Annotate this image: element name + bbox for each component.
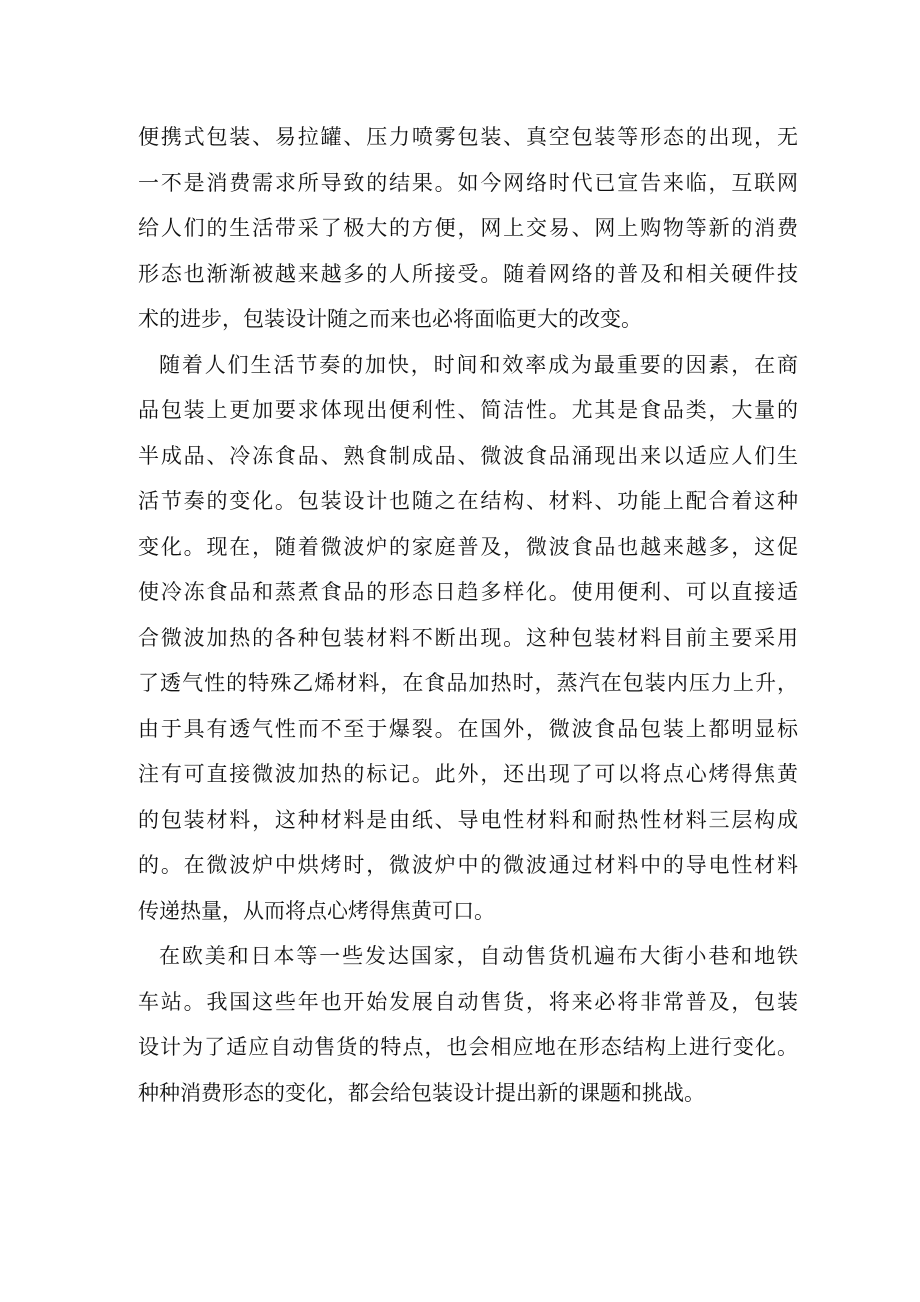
body-text xyxy=(138,115,798,1116)
paragraph-line: 形态也渐渐被越来越多的人所接受。随着网络的普及和相关硬件技 xyxy=(138,261,798,286)
paragraph-line: 设计为了适应自动售货的特点，也会相应地在形态结构上进行变化。 xyxy=(138,1035,798,1059)
paragraph-line: 给人们的生活带采了极大的方便，网上交易、网上购物等新的消费 xyxy=(138,216,798,240)
paragraph-line: 传递热量，从而将点心烤得焦黄可口。 xyxy=(138,898,495,923)
paragraph-3 xyxy=(138,934,798,1116)
paragraph-line: 活节奏的变化。包装设计也随之在结构、材料、功能上配合着这种 xyxy=(138,489,798,513)
paragraph-line: 随着人们生活节奏的加快，时间和效率成为最重要的因素，在商 xyxy=(159,352,798,377)
paragraph-line: 注有可直接微波加热的标记。此外，还出现了可以将点心烤得焦黄 xyxy=(138,762,798,786)
paragraph-line: 一不是消费需求所导致的结果。如今网络时代已宣告来临，互联网 xyxy=(138,170,798,195)
paragraph-line: 种种消费形态的变化，都会给包装设计提出新的课题和挑战。 xyxy=(138,1080,705,1105)
paragraph-line: 品包装上更加要求体现出便利性、简洁性。尤其是食品类，大量的 xyxy=(138,398,798,422)
paragraph-line: 在欧美和日本等一些发达国家，自动售货机遍布大街小巷和地铁 xyxy=(159,944,798,968)
paragraph-line: 车站。我国这些年也开始发展自动售货，将来必将非常普及，包装 xyxy=(138,989,798,1014)
paragraph-line: 合微波加热的各种包装材料不断出现。这种包装材料目前主要采用 xyxy=(138,625,798,650)
paragraph-2 xyxy=(138,343,798,935)
paragraph-line: 的。在微波炉中烘烤时，微波炉中的微波通过材料中的导电性材料 xyxy=(138,853,798,877)
paragraph-line: 便携式包装、易拉罐、压力喷雾包装、真空包装等形态的出现，无 xyxy=(138,125,798,149)
paragraph-line: 变化。现在，随着微波炉的家庭普及，微波食品也越来越多，这促 xyxy=(138,534,798,559)
paragraph-line: 术的进步，包装设计随之而来也必将面临更大的改变。 xyxy=(138,307,642,331)
paragraph-line: 使冷冻食品和蒸煮食品的形态日趋多样化。使用便利、可以直接适 xyxy=(138,580,798,604)
paragraph-line: 了透气性的特殊乙烯材料，在食品加热时，蒸汽在包装内压力上升， xyxy=(138,671,798,695)
paragraph-1 xyxy=(138,115,798,343)
paragraph-line: 的包装材料，这种材料是由纸、导电性材料和耐热性材料三层构成 xyxy=(138,807,798,832)
paragraph-line: 由于具有透气性而不至于爆裂。在国外，微波食品包装上都明显标 xyxy=(138,716,798,741)
paragraph-line: 半成品、冷冻食品、熟食制成品、微波食品涌现出来以适应人们生 xyxy=(138,443,798,468)
